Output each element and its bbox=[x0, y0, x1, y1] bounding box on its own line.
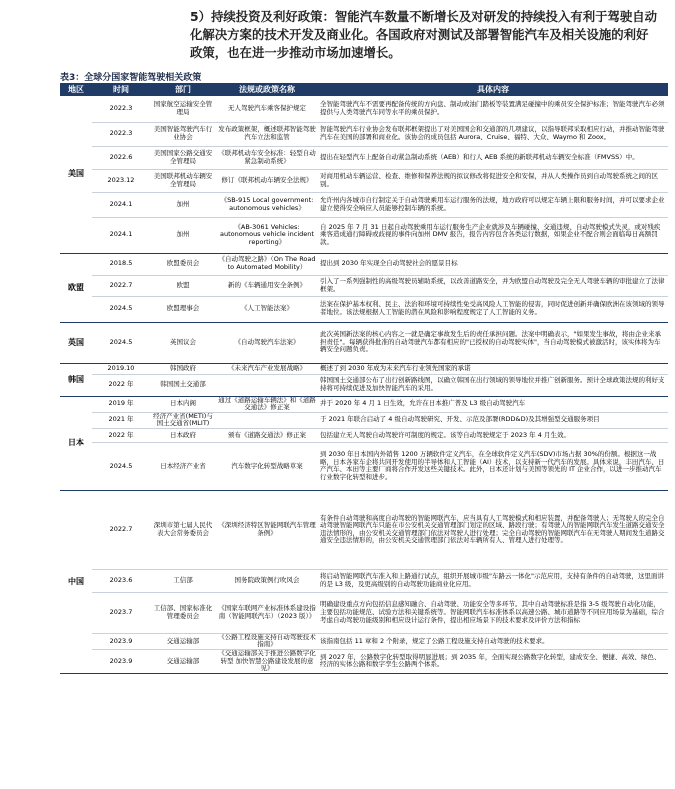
policy-cell: 通过《道路运输车辆法》和《道路交通法》修正案 bbox=[216, 396, 318, 412]
policy-cell: 《未来汽车产业发展战略》 bbox=[216, 363, 318, 374]
time-cell: 2022 年 bbox=[92, 428, 150, 442]
content-cell: 包括建立无人驾驶自动驾驶许可制度的规定。该等自动驾驶规定于 2023 年 4 月生效。 bbox=[318, 428, 668, 442]
policy-cell: 国务院政策例行吹风会 bbox=[216, 569, 318, 592]
table-row bbox=[60, 412, 668, 428]
table-row bbox=[60, 322, 668, 363]
dept-cell: 深圳市第七届人民代表大会常务委员会 bbox=[150, 490, 216, 569]
dept-cell: 经济产业省(METI)与国土交通省(MLIT) bbox=[150, 412, 216, 428]
table-row bbox=[60, 146, 668, 169]
content-cell: 允许州内各城市自行制定关于自动驾驶乘用车运行服务的法规，地方政府可以规定车辆上限和服务时间，并可以要求企业建立使得安全响应人员能够控制车辆的系统。 bbox=[318, 192, 668, 217]
table-row bbox=[60, 396, 668, 412]
policy-cell: 《联邦机动车安全标准：轻型自动紧急制动系统》 bbox=[216, 146, 318, 169]
table-row bbox=[60, 122, 668, 146]
policy-table-container bbox=[60, 83, 668, 674]
table-row bbox=[60, 592, 668, 633]
policy-table bbox=[60, 83, 668, 674]
time-cell: 2022.7 bbox=[92, 275, 150, 296]
dept-cell: 交通运输部 bbox=[150, 650, 216, 674]
time-cell: 2022.3 bbox=[92, 122, 150, 146]
dept-cell: 美国联邦机动车辆安全管理局 bbox=[150, 169, 216, 192]
content-cell: 该指南包括 11 章和 2 个附录，规定了公路工程设施支持自动驾驶的技术要求。 bbox=[318, 633, 668, 649]
policy-cell: 无人驾驶汽车乘客保护规定 bbox=[216, 96, 318, 122]
content-cell: 引入了一系列强制性的高级驾驶员辅助系统，以改善道路安全，并为欧盟自动驾驶及完全无人驾驶车辆的审批建立了法律框架。 bbox=[318, 275, 668, 296]
time-cell: 2024.5 bbox=[92, 442, 150, 490]
header-region: 地区 bbox=[68, 85, 84, 94]
dept-cell: 美国国家公路交通安全管理局 bbox=[150, 146, 216, 169]
policy-cell: 《交通运输部关于推进公路数字化转型 加快智慧公路建设发展的意见》 bbox=[216, 650, 318, 674]
dept-cell: 欧盟 bbox=[150, 275, 216, 296]
content-cell: 韩国国土交通部公布了出行创新路线图，以确立韩国在出行领域的领导地位并推广创新服务。预计全球政策法规的利好支持将可持续促进及加快智能汽车的采用。 bbox=[318, 374, 668, 396]
content-cell: 将启动智能网联汽车准入和上路通行试点，组织开展城市级"车路云一体化"示范应用，支持有条件的自动驾驶，这里面讲的是 L3 级，及更高级别的自动驾驶功能商业化应用。 bbox=[318, 569, 668, 592]
table-row bbox=[60, 633, 668, 649]
dept-cell: 欧盟委员会 bbox=[150, 253, 216, 275]
dept-cell: 韩国国土交通部 bbox=[150, 374, 216, 396]
table-row bbox=[60, 363, 668, 374]
content-cell: 对商用机动车辆运营、检查、维修和保养法规的拟议修改将促进安全和安保，并从人类操作员到自动驾驶系统之间的区别。 bbox=[318, 169, 668, 192]
dept-cell: 韩国政府 bbox=[150, 363, 216, 374]
content-cell: 概述了到 2030 年成为未来汽车行业领先国家的承诺 bbox=[318, 363, 668, 374]
table-row bbox=[60, 296, 668, 322]
dept-cell: 欧盟理事会 bbox=[150, 296, 216, 322]
time-cell: 2023.6 bbox=[92, 569, 150, 592]
policy-cell: 《国家车联网产业标准体系建设指南（智能网联汽车）（2023 版）》 bbox=[216, 592, 318, 633]
policy-cell: 《AB-3061 Vehicles: autonomous vehicle incident reporting》 bbox=[216, 217, 318, 253]
dept-cell: 工信部、国家标准化管理委员会 bbox=[150, 592, 216, 633]
table-row bbox=[60, 442, 668, 490]
time-cell: 2019 年 bbox=[92, 396, 150, 412]
content-cell: 到 2027 年，公路数字化转型取得明显进展；到 2035 年，全面实现公路数字化转型，建成安全、便捷、高效、绿色、经济的实体公路和数字孪生公路两个体系。 bbox=[318, 650, 668, 674]
content-cell: 智能驾驶汽车行业协会发布联邦框架提出了对美国国会和交通部的几项建议，以指导联邦采取相应行动，并推动智能驾驶汽车在美国的部署和商业化。该协会的成员包括 Aurora、Cruise、福特、大众、Waymo 和 Zoox。 bbox=[318, 122, 668, 146]
time-cell: 2022.3 bbox=[92, 96, 150, 122]
policy-cell: 《人工智能法案》 bbox=[216, 296, 318, 322]
policy-cell: 汽车数字化转型战略草案 bbox=[216, 442, 318, 490]
policy-cell: 《公路工程设施支持自动驾驶技术指南》 bbox=[216, 633, 318, 649]
region-cell: 英国 bbox=[60, 322, 92, 363]
time-cell: 2022.7 bbox=[92, 490, 150, 569]
dept-cell: 日本内阁 bbox=[150, 396, 216, 412]
dept-cell: 英国议会 bbox=[150, 322, 216, 363]
time-cell: 2018.5 bbox=[92, 253, 150, 275]
content-cell: 并于 2020 年 4 月 1 日生效，允许在日本推广普及 L3 级自动驾驶汽车 bbox=[318, 396, 668, 412]
time-cell: 2023.7 bbox=[92, 592, 150, 633]
time-cell: 2019.10 bbox=[92, 363, 150, 374]
region-cell: 美国 bbox=[60, 96, 92, 253]
content-cell: 此次英国新法案的核心内容之一就是确定事故发生后的责任承担问题。法案中明确表示，"如果发生事故，将由企业来承担责任"。每辆获得批准的自动驾驶汽车都有相应的"已授权的自动驾驶实体"，当自动驾驶模式被激活时，该实体将为车辆安全问题负责。 bbox=[318, 322, 668, 363]
time-cell: 2024.5 bbox=[92, 296, 150, 322]
table-row bbox=[60, 275, 668, 296]
dept-cell: 工信部 bbox=[150, 569, 216, 592]
dept-cell: 美国智能驾驶汽车行业协会 bbox=[150, 122, 216, 146]
content-cell: 提出在轻型汽车上配备自动紧急制动系统（AEB）和行人 AEB 系统的新联邦机动车辆安全标准（FMVSS）中。 bbox=[318, 146, 668, 169]
policy-cell: 颁布《道路交通法》修正案 bbox=[216, 428, 318, 442]
dept-cell: 加州 bbox=[150, 217, 216, 253]
table-row bbox=[60, 217, 668, 253]
time-cell: 2022 年 bbox=[92, 374, 150, 396]
content-cell: 有条件自动驾驶和高度自动驾驶的智能网联汽车，应当具有人工驾驶模式和相应装置，并配备驾驶人；无驾驶人的完全自动驾驶智能网联汽车只能在市公安机关交通管理部门划定的区域、路段行驶；有驾驶人的智能网联汽车发生道路交通安全违法情形的，由公安机关交通管理部门依法对驾驶人进行处理；完全自动驾驶的智能网联汽车在无驾驶人期间发生道路交通安全违法情形的，由公安机关交通管理部门依法对车辆所有人、管理人进行处理等。 bbox=[318, 490, 668, 569]
header-policy: 法规或政策名称 bbox=[239, 85, 295, 94]
header-time: 时间 bbox=[113, 85, 129, 94]
policy-cell bbox=[216, 412, 318, 428]
content-cell: 明确建设重点方向包括信息感知融合、自动驾驶、功能安全等多环节。其中自动驾驶标准是指 3-5 级驾驶自动化功能，主要包括功能规范、试验方法和关键系统等。智能网联汽车标准体系以高速公路、城市道路等不同应用场景为基础，综合考虑自动驾驶功能级别和相应设计运行条件，提出相应场景下的技术要求及评价方法和指标 bbox=[318, 592, 668, 633]
dept-cell: 日本经济产业省 bbox=[150, 442, 216, 490]
region-cell: 韩国 bbox=[60, 363, 92, 396]
dept-cell: 交通运输部 bbox=[150, 633, 216, 649]
content-cell: 于 2021 年联合启动了 4 级自动驾驶研究、开发、示范及部署(RDD&D)及其增强型交通服务项目 bbox=[318, 412, 668, 428]
time-cell: 2021 年 bbox=[92, 412, 150, 428]
intro-paragraph: 5）持续投资及利好政策：智能汽车数量不断增长及对研发的持续投入有利于驾驶自动化解决方案的技术开发及商业化。各国政府对测试及部署智能汽车及相关设施的利好政策，也在进一步推动市场加速增长。 bbox=[190, 9, 658, 60]
dept-cell: 加州 bbox=[150, 192, 216, 217]
time-cell: 2022.6 bbox=[92, 146, 150, 169]
table-row bbox=[60, 169, 668, 192]
header-content: 具体内容 bbox=[477, 85, 509, 94]
content-cell: 自 2025 年 7 月 31 日起自动驾驶乘用车运行服务生产企业就涉及车辆碰撞、交通违规、自动驾驶模式失灵，或对残疾乘客造成通行障碍或歧视的事件向加州 DMV 报告，报告内容包含各类运行数据，如果企业不配合则会面临每日高额罚款。 bbox=[318, 217, 668, 253]
table-row bbox=[60, 374, 668, 396]
table-row bbox=[60, 569, 668, 592]
content-cell: 全智能驾驶汽车不需要再配备传统的方向盘、制动或油门踏板等装置满足碰撞中的乘员安全保护标准；智能驾驶汽车必须提供与人类驾驶汽车同等水平的乘员保护。 bbox=[318, 96, 668, 122]
region-cell: 日本 bbox=[60, 396, 92, 490]
time-cell: 2024.1 bbox=[92, 217, 150, 253]
policy-cell: 新的《车辆通用安全条例》 bbox=[216, 275, 318, 296]
policy-cell: 《SB-915 Local government: autonomous vehicles》 bbox=[216, 192, 318, 217]
dept-cell: 国家航空运输安全管理局 bbox=[150, 96, 216, 122]
policy-cell bbox=[216, 374, 318, 396]
policy-cell: 发布政策框架，概述联邦智能驾驶汽车立法和监管 bbox=[216, 122, 318, 146]
table-row bbox=[60, 428, 668, 442]
table-caption: 表3：全球分国家智能驾驶相关政策 bbox=[60, 73, 202, 83]
policy-cell: 《自动驾驶之路》（On The Road to Automated Mobility） bbox=[216, 253, 318, 275]
time-cell: 2024.5 bbox=[92, 322, 150, 363]
table-header-row bbox=[60, 83, 668, 96]
policy-cell: 修订《联邦机动车辆安全法规》 bbox=[216, 169, 318, 192]
dept-cell: 日本政府 bbox=[150, 428, 216, 442]
region-cell: 欧盟 bbox=[60, 253, 92, 322]
table-row bbox=[60, 253, 668, 275]
policy-cell: 《自动驾驶汽车法案》 bbox=[216, 322, 318, 363]
region-cell: 中国 bbox=[60, 490, 92, 673]
content-cell: 到 2030 年日本国内外销售 1200 万辆软件定义汽车，在全球软件定义汽车(SDV)市场占据 30%的份额。根据这一战略，日本各家车企将共同开发使用的半导体和人工智能（AI）技术，以支持新一代汽车的发展。具体来说，丰田汽车、日产汽车、本田等主要厂商将合作开发这些关键技术。此外，日本还计划与美国等领先的 IT 企业合作，以进一步推动汽车行业数字化转型和进步。 bbox=[318, 442, 668, 490]
header-dept: 部门 bbox=[175, 85, 191, 94]
table-body bbox=[60, 96, 668, 673]
policy-cell: 《深圳经济特区智能网联汽车管理条例》 bbox=[216, 490, 318, 569]
time-cell: 2023.9 bbox=[92, 633, 150, 649]
content-cell: 提出到 2030 年实现全自动驾驶社会的愿景目标 bbox=[318, 253, 668, 275]
table-row bbox=[60, 650, 668, 674]
table-row bbox=[60, 96, 668, 122]
time-cell: 2023.9 bbox=[92, 650, 150, 674]
time-cell: 2024.1 bbox=[92, 192, 150, 217]
time-cell: 2023.12 bbox=[92, 169, 150, 192]
content-cell: 法案在保护基本权利、民主、法治和环境可持续性免受高风险人工智能的侵害，同时促进创新并确保欧洲在该领域的领导者地位。该法规根据人工智能的潜在风险和影响程度规定了人工智能的义务。 bbox=[318, 296, 668, 322]
table-row bbox=[60, 192, 668, 217]
table-row bbox=[60, 490, 668, 569]
